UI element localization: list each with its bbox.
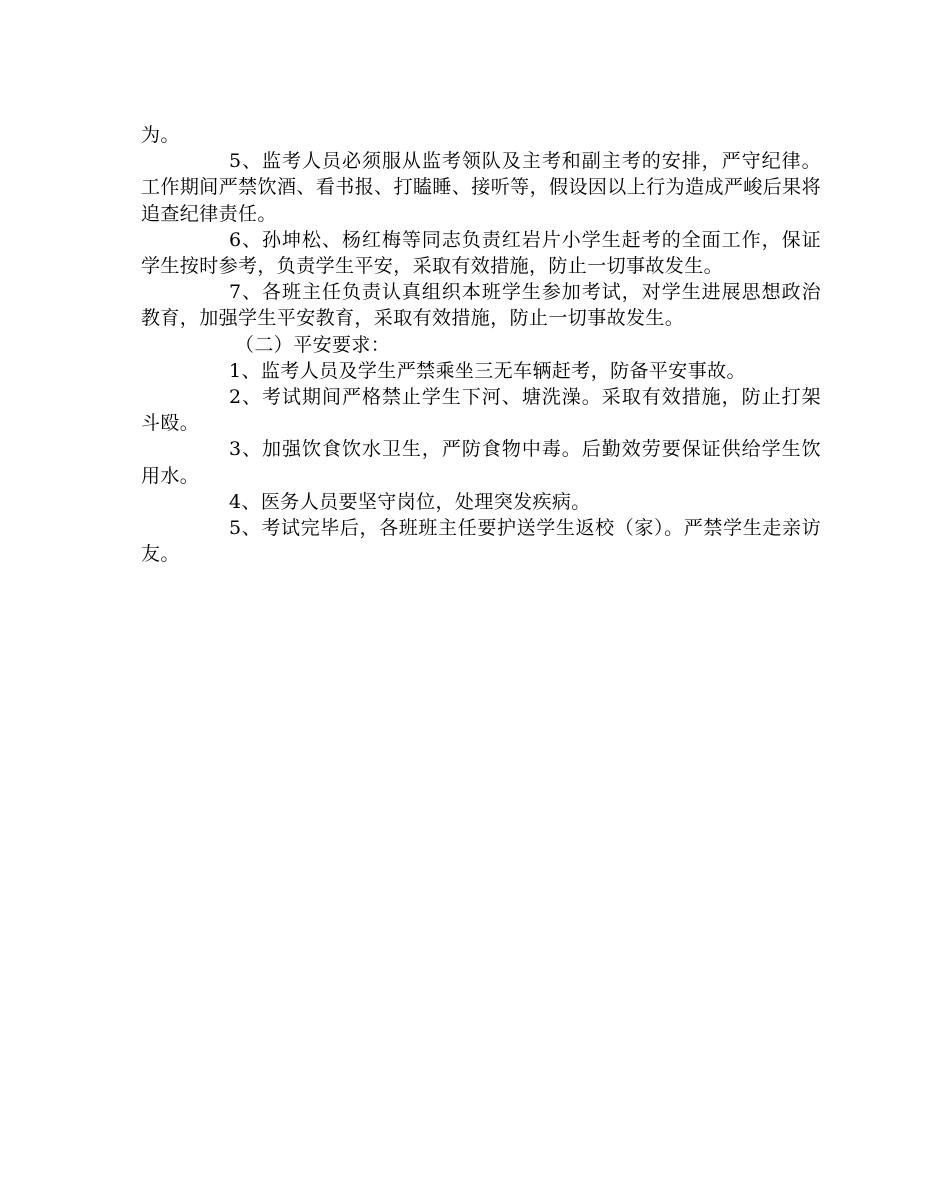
document-body — [141, 122, 821, 567]
paragraph-continuation: 为。 — [141, 124, 180, 146]
paragraph-safety-item-3: 3、加强饮食饮水卫生，严防食物中毒。后勤效劳要保证供给学生饮用水。 — [141, 438, 821, 487]
paragraph-safety-item-2: 2、考试期间严格禁止学生下河、塘洗澡。采取有效措施，防止打架斗殴。 — [141, 386, 821, 435]
paragraph-safety-item-5: 5、考试完毕后，各班班主任要护送学生返校（家）。严禁学生走亲访友。 — [141, 517, 821, 566]
section-heading-safety-requirements: （二）平安要求： — [235, 333, 391, 356]
paragraph-item-6-exam-travel-responsibility: 6、孙坤松、杨红梅等同志负责红岩片小学生赶考的全面工作，保证学生按时参考，负责学生平安，采取有效措施，防止一切事故发生。 — [141, 228, 821, 278]
paragraph-item-7-class-teacher-duties: 7、各班主任负责认真组织本班学生参加考试，对学生进展思想政治教育，加强学生平安教育，采取有效措施，防止一切事故发生。 — [141, 281, 821, 330]
paragraph-item-5-invigilator-discipline: 5、监考人员必须服从监考领队及主考和副主考的安排，严守纪律。工作期间严禁饮酒、看书报、打瞌睡、接听等，假设因以上行为造成严峻后果将追查纪律责任。 — [141, 150, 821, 225]
paragraph-safety-item-1: 1、监考人员及学生严禁乘坐三无车辆赶考，防备平安事故。 — [229, 359, 746, 382]
paragraph-safety-item-4: 4、医务人员要坚守岗位，处理突发疾病。 — [229, 490, 591, 513]
